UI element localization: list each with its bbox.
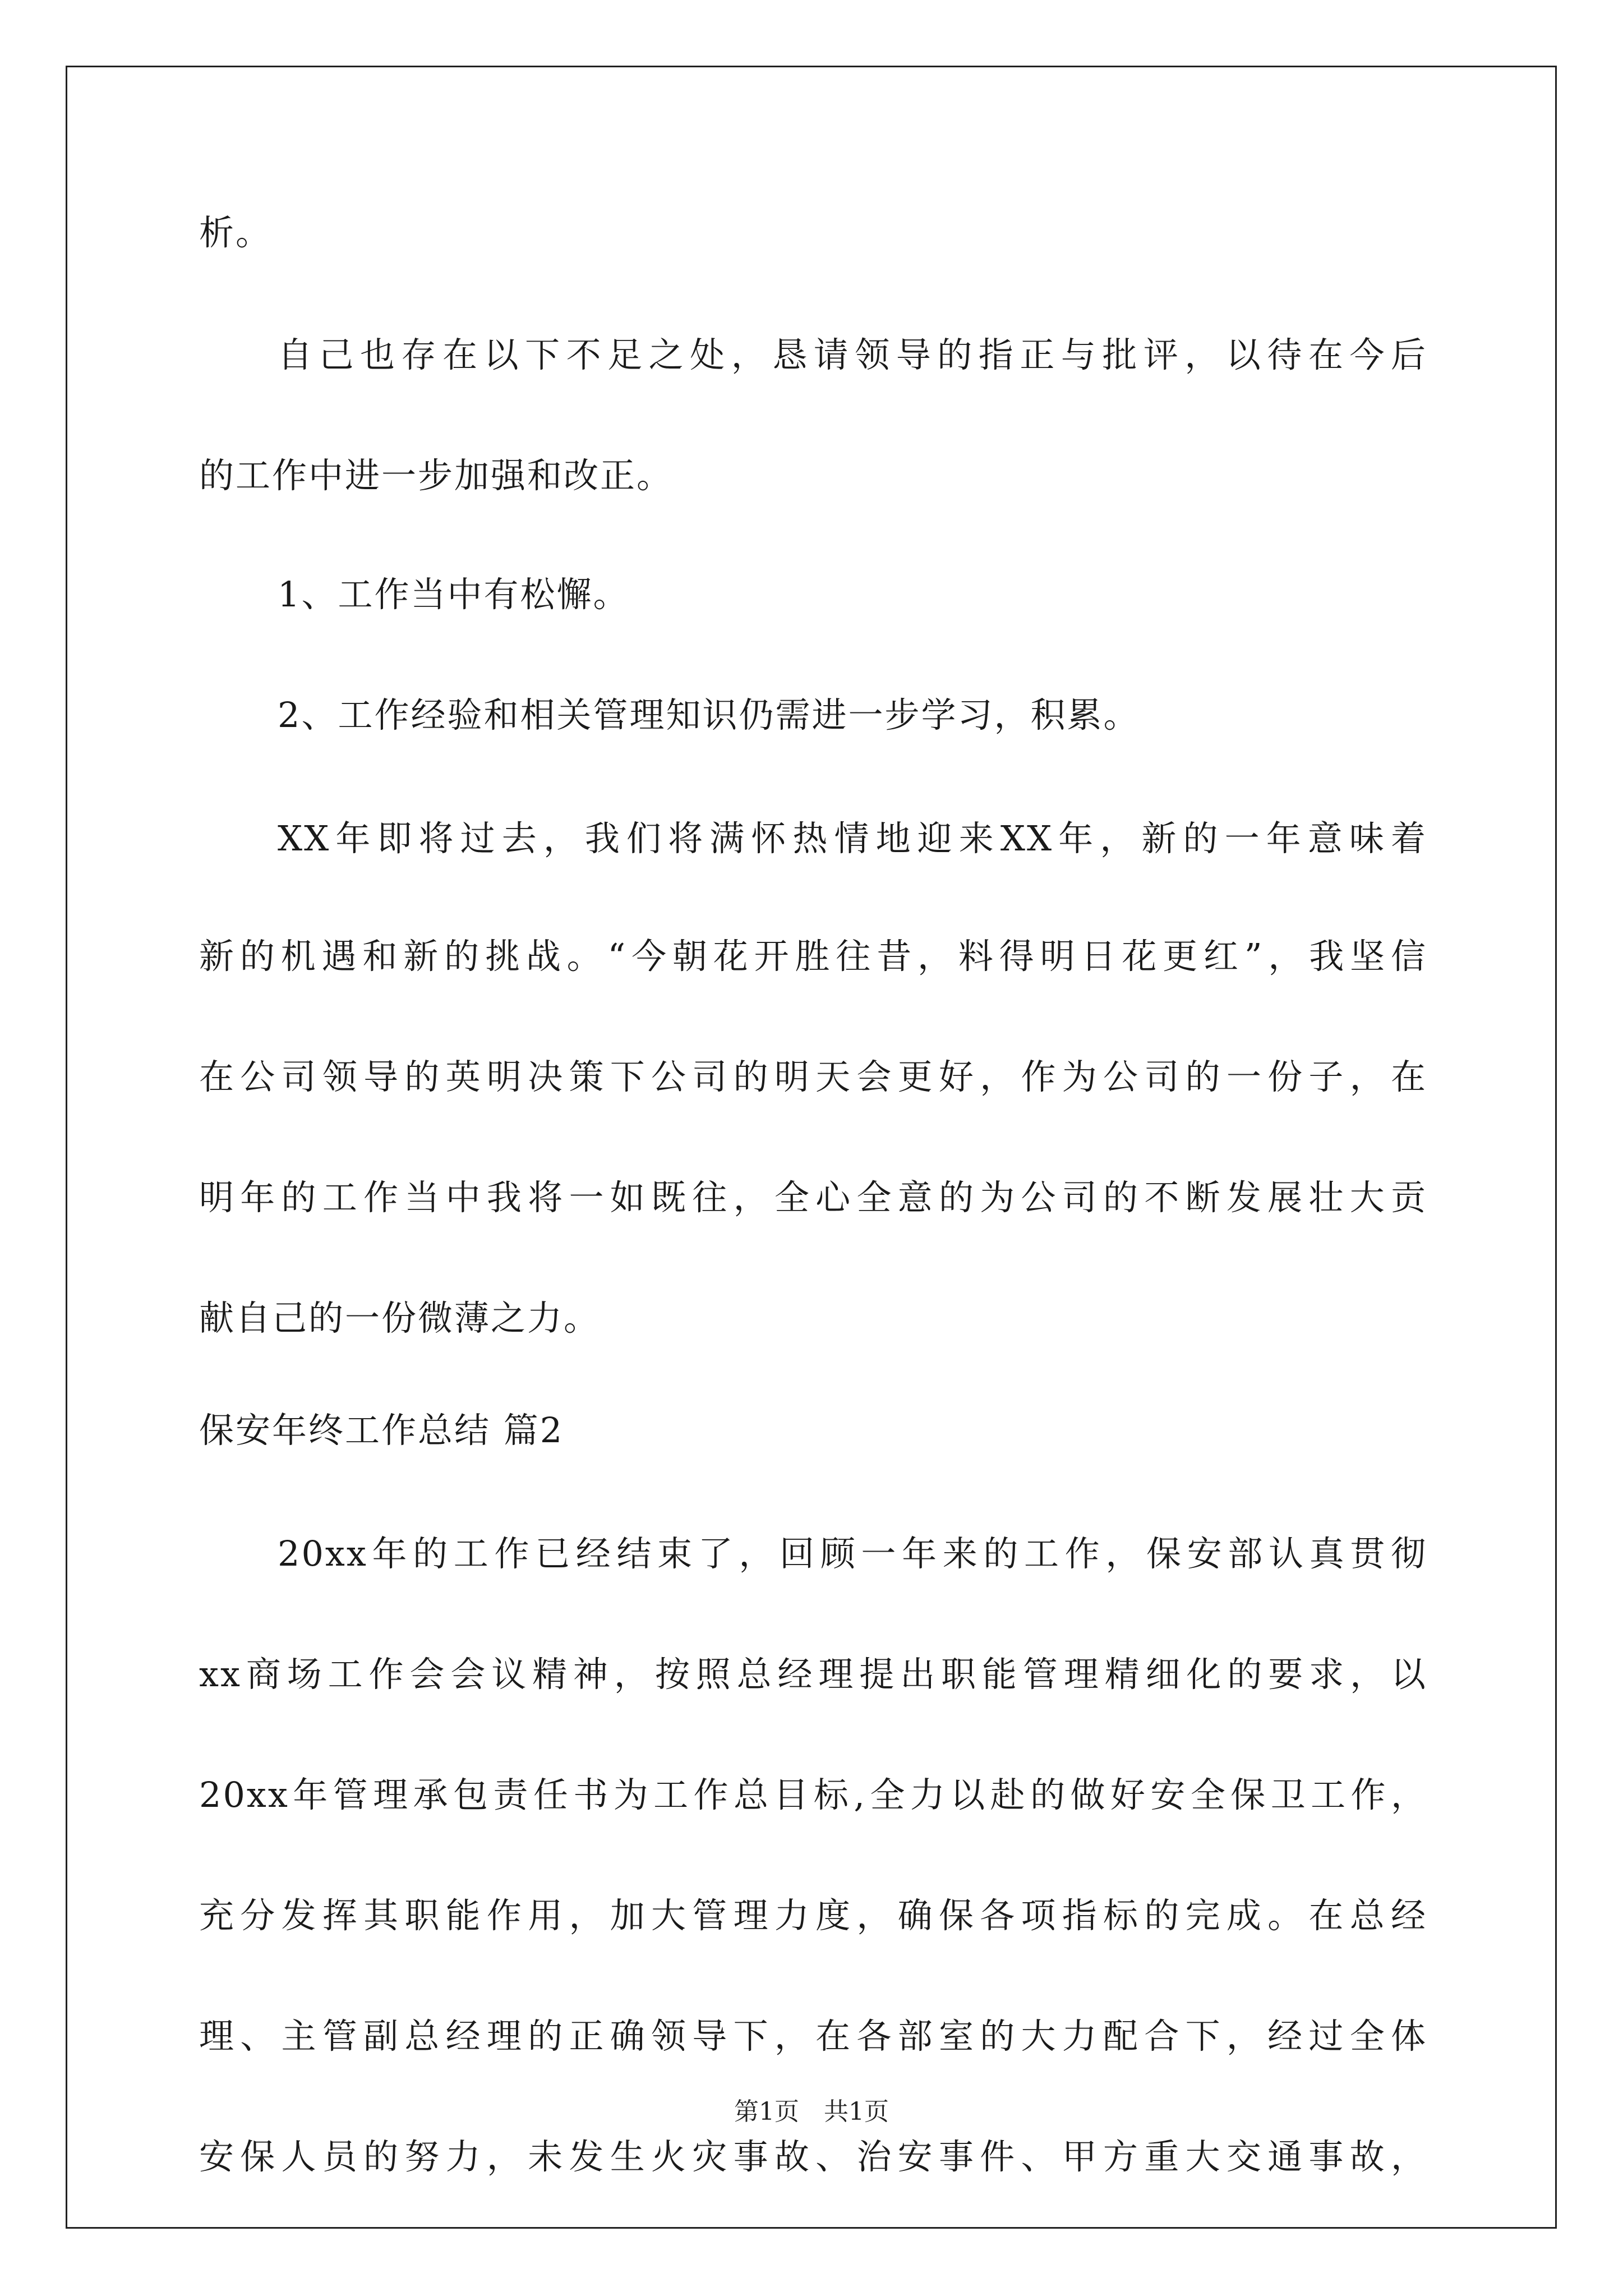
- text-line: 安保人员的努力，未发生火灾事故、治安事件、甲方重大交通事故，: [199, 2136, 1427, 2177]
- text-line: xx商场工作会会议精神，按照总经理提出职能管理精细化的要求，以: [199, 1654, 1427, 1695]
- text-line: 理、主管副总经理的正确领导下，在各部室的大力配合下，经过全体: [199, 2016, 1427, 2056]
- page-number-footer: 第1页 共1页: [734, 2097, 889, 2126]
- text-line: 20xx年管理承包责任书为工作总目标,全力以赴的做好安全保卫工作，: [199, 1774, 1427, 1815]
- list-item: 1、工作当中有松懈。: [278, 574, 630, 615]
- list-item: 2、工作经验和相关管理知识仍需进一步学习，积累。: [278, 694, 1140, 735]
- paragraph-line: 20xx年的工作已经结束了，回顾一年来的工作，保安部认真贯彻: [278, 1533, 1427, 1574]
- text-line: 在公司领导的英明决策下公司的明天会更好，作为公司的一份子，在: [199, 1056, 1427, 1097]
- text-line: 充分发挥其职能作用，加大管理力度，确保各项指标的完成。在总经: [199, 1895, 1427, 1936]
- paragraph-line: 自己也存在以下不足之处，恳请领导的指正与批评，以待在今后: [278, 334, 1427, 375]
- section-heading: 保安年终工作总结 篇2: [199, 1410, 564, 1451]
- text-line: 的工作中进一步加强和改正。: [199, 455, 674, 496]
- text-line: 献自己的一份微薄之力。: [199, 1297, 601, 1338]
- text-line: 析。: [199, 212, 273, 253]
- paragraph-line: XX年即将过去，我们将满怀热情地迎来XX年，新的一年意味着: [278, 818, 1427, 859]
- text-line: 明年的工作当中我将一如既往，全心全意的为公司的不断发展壮大贡: [199, 1177, 1427, 1218]
- text-line: 新的机遇和新的挑战。“今朝花开胜往昔，料得明日花更红”，我坚信: [199, 936, 1427, 977]
